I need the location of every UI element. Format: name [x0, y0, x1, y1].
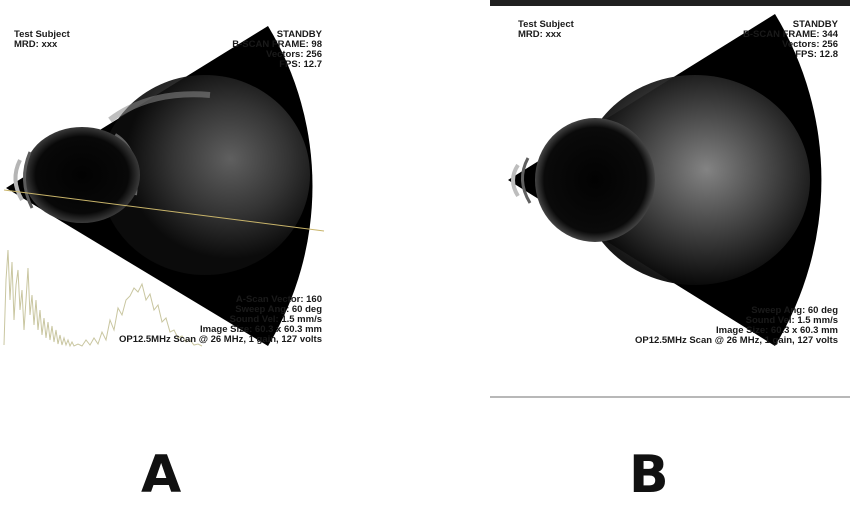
bottom-rule	[490, 396, 850, 398]
scan-vectors: Vectors: 256	[782, 39, 838, 50]
probe-settings: OP12.5MHz Scan @ 26 MHz, 1 gain, 127 volts	[634, 335, 838, 346]
scan-mode: STANDBY	[792, 19, 838, 30]
scan-mode: STANDBY	[276, 29, 322, 40]
image-size: Image Size: 60.3 x 60.3 mm	[716, 325, 838, 336]
panel-label-b: B	[629, 445, 669, 505]
probe-settings: OP12.5MHz Scan @ 26 MHz, 1 gain, 127 volts	[118, 334, 322, 345]
globe-echo	[24, 127, 140, 223]
patient-mrd: MRD: xxx	[518, 29, 562, 40]
patient-info-a	[14, 30, 70, 50]
patient-name: Test Subject	[518, 19, 574, 30]
a-scan-vector: A-Scan Vector: 160	[235, 294, 322, 305]
scan-status-b	[743, 20, 838, 60]
globe-echo	[535, 118, 655, 242]
sweep-angle: Sweep Ang: 60 deg	[751, 305, 838, 316]
patient-mrd: MRD: xxx	[14, 39, 58, 50]
scan-frame: B-SCAN FRAME: 344	[742, 29, 838, 40]
patient-name: Test Subject	[14, 29, 70, 40]
scan-fps: FPS: 12.7	[279, 59, 322, 70]
panel-b	[490, 0, 850, 400]
scan-vectors: Vectors: 256	[266, 49, 322, 60]
scan-params-a	[119, 295, 322, 345]
sound-velocity: Sound Vel: 1.5 mm/s	[229, 314, 322, 325]
scan-status-a	[232, 30, 322, 70]
image-size: Image Size: 60.3 x 60.3 mm	[200, 324, 322, 335]
scan-params-b	[635, 306, 838, 346]
patient-info-b	[518, 20, 574, 40]
sweep-angle: Sweep Ang: 60 deg	[235, 304, 322, 315]
panel-a	[0, 0, 330, 400]
panel-label-a: A	[141, 445, 182, 505]
sound-velocity: Sound Vel: 1.5 mm/s	[745, 315, 838, 326]
scan-frame: B-SCAN FRAME: 98	[232, 39, 322, 50]
scan-fps: FPS: 12.8	[795, 49, 838, 60]
